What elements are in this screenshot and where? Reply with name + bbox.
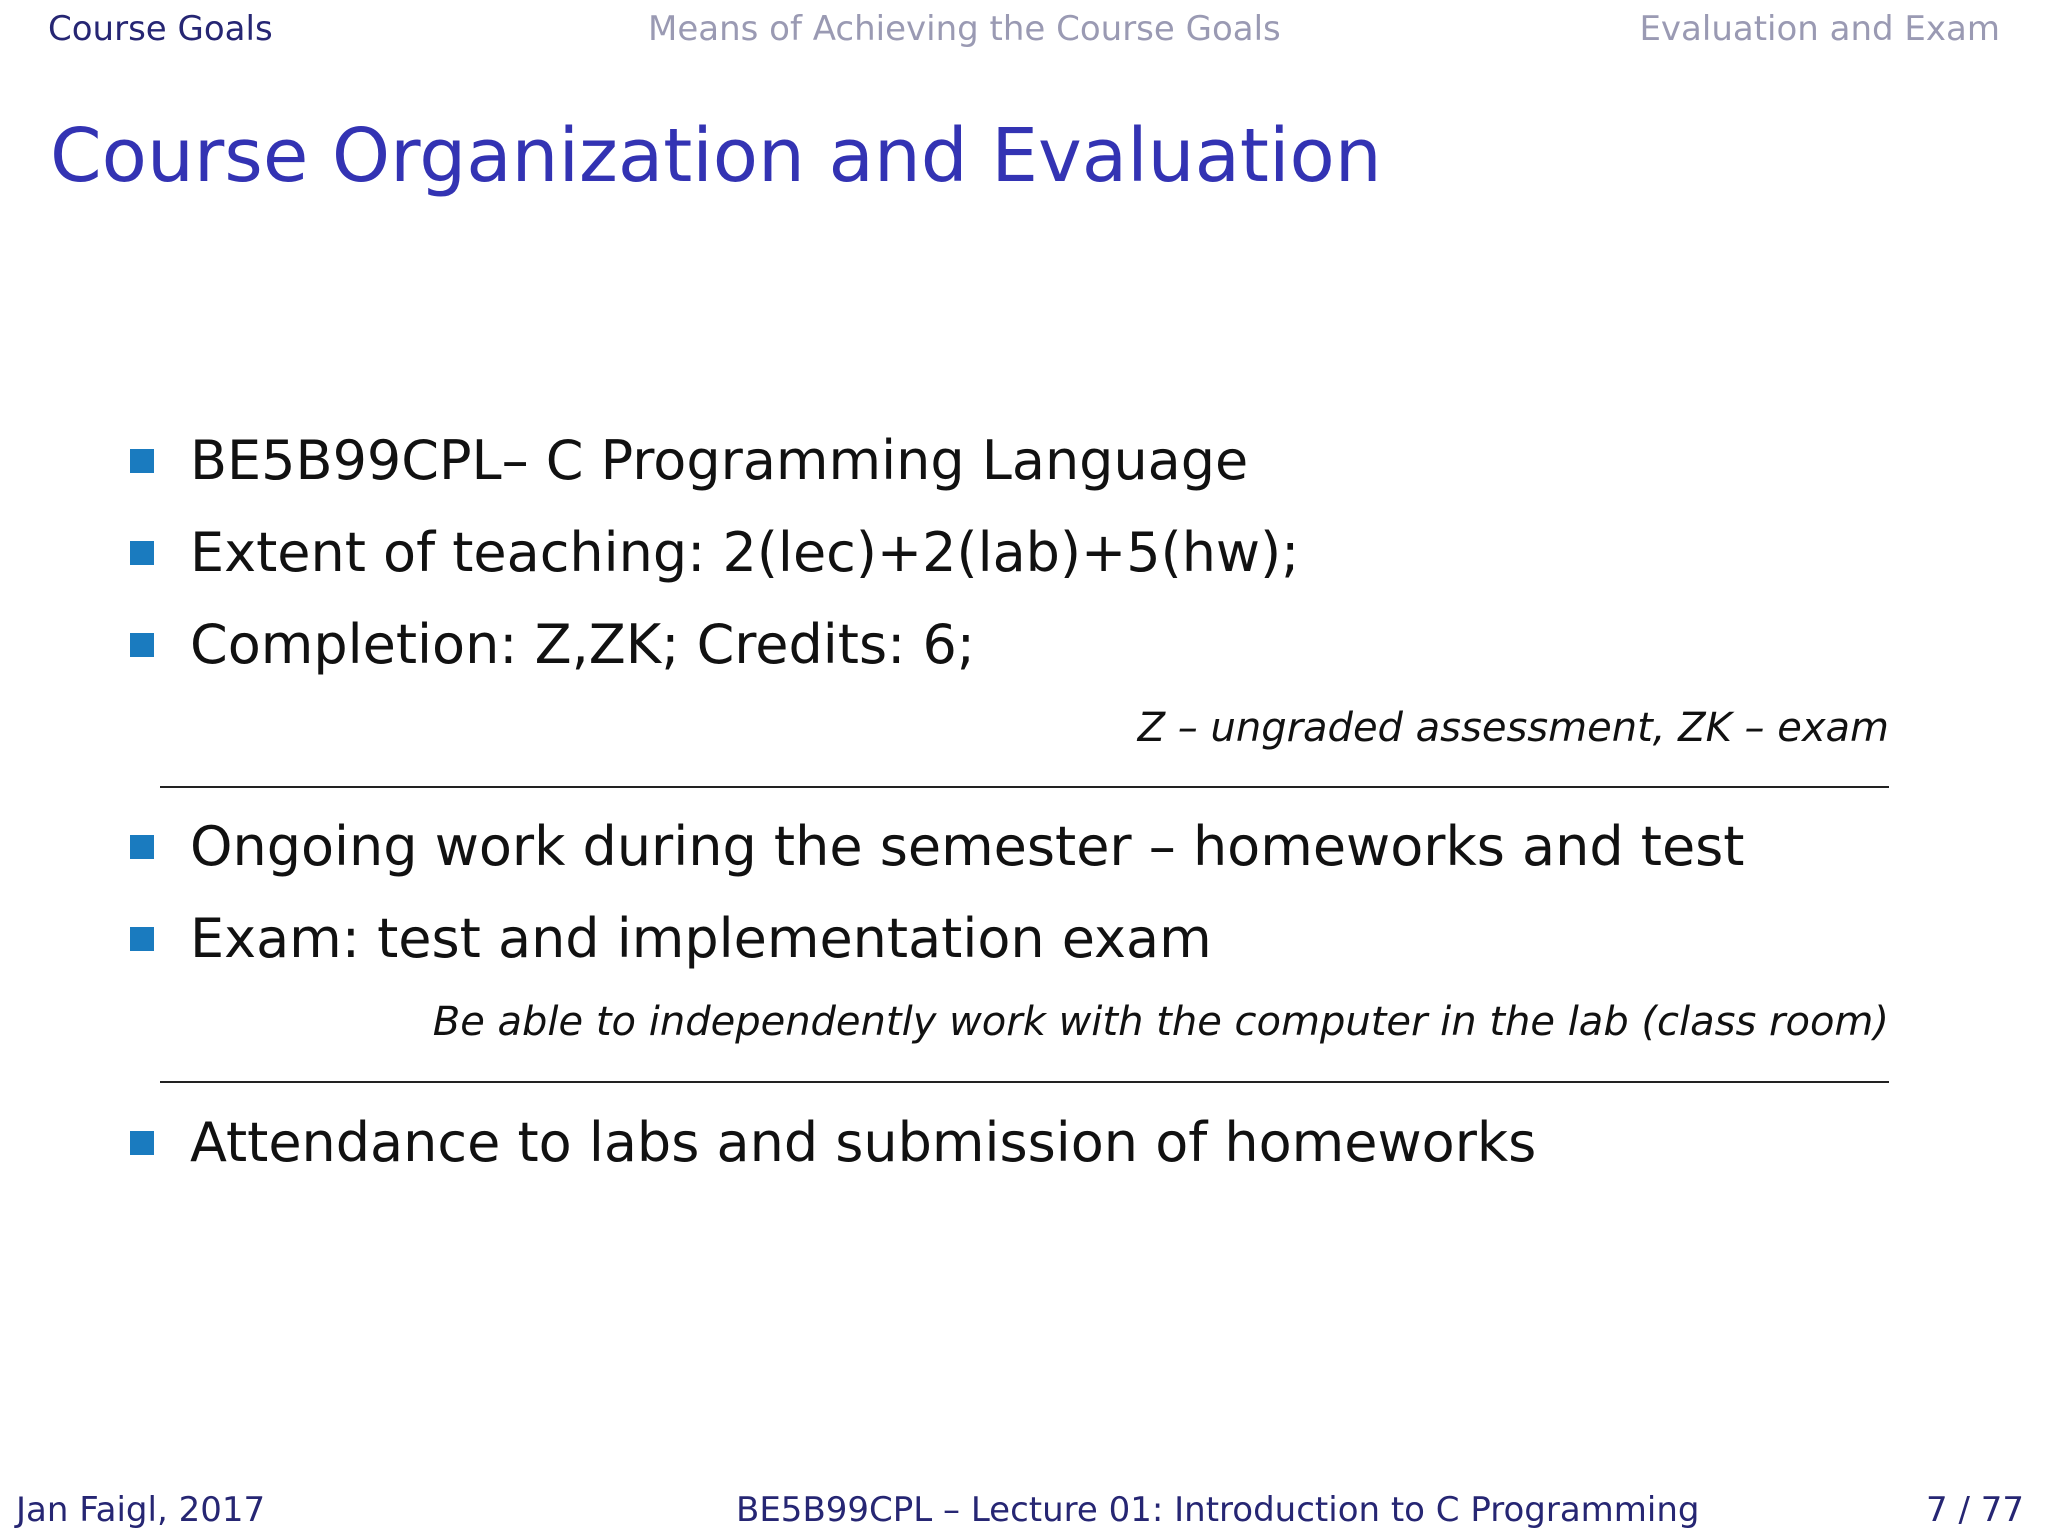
- bullet-text: BE5B99CPL– C Programming Language: [190, 429, 1249, 492]
- bullet-square-icon: [130, 927, 154, 951]
- footer-page-number: 7 / 77: [1926, 1490, 2024, 1530]
- bullet-text: Extent of teaching: 2(lec)+2(lab)+5(hw);: [190, 521, 1300, 584]
- bullet-text: Exam: test and implementation exam: [190, 907, 1212, 970]
- nav-section-course-goals[interactable]: Course Goals: [48, 9, 273, 49]
- bullet-item: [130, 518, 1299, 588]
- footer-course-title: BE5B99CPL – Lecture 01: Introduction to C Programming: [736, 1490, 1700, 1530]
- bullet-square-icon: [130, 541, 154, 565]
- bullet-item: [130, 1108, 1536, 1178]
- nav-section-means[interactable]: Means of Achieving the Course Goals: [648, 9, 1281, 49]
- nav-section-evaluation[interactable]: Evaluation and Exam: [1639, 9, 2000, 49]
- bullet-text: Completion: Z,ZK; Credits: 6;: [190, 613, 976, 676]
- bullet-square-icon: [130, 1131, 154, 1155]
- divider: [160, 1081, 1889, 1083]
- bullet-item: [130, 812, 1744, 882]
- bullet-square-icon: [130, 449, 154, 473]
- bullet-text: Attendance to labs and submission of homeworks: [190, 1111, 1537, 1174]
- footer-author: Jan Faigl, 2017: [16, 1490, 266, 1530]
- divider: [160, 786, 1889, 788]
- bullet-square-icon: [130, 633, 154, 657]
- bullet-text: Ongoing work during the semester – homeworks and test: [190, 815, 1745, 878]
- note-exam: Be able to independently work with the computer in the lab (class room): [432, 999, 1889, 1045]
- note-completion: Z – ungraded assessment, ZK – exam: [1137, 705, 1889, 751]
- bullet-item: [130, 904, 1212, 974]
- bullet-square-icon: [130, 835, 154, 859]
- bullet-item: [130, 610, 975, 680]
- bullet-item: [130, 426, 1248, 496]
- slide-title: Course Organization and Evaluation: [50, 113, 1382, 199]
